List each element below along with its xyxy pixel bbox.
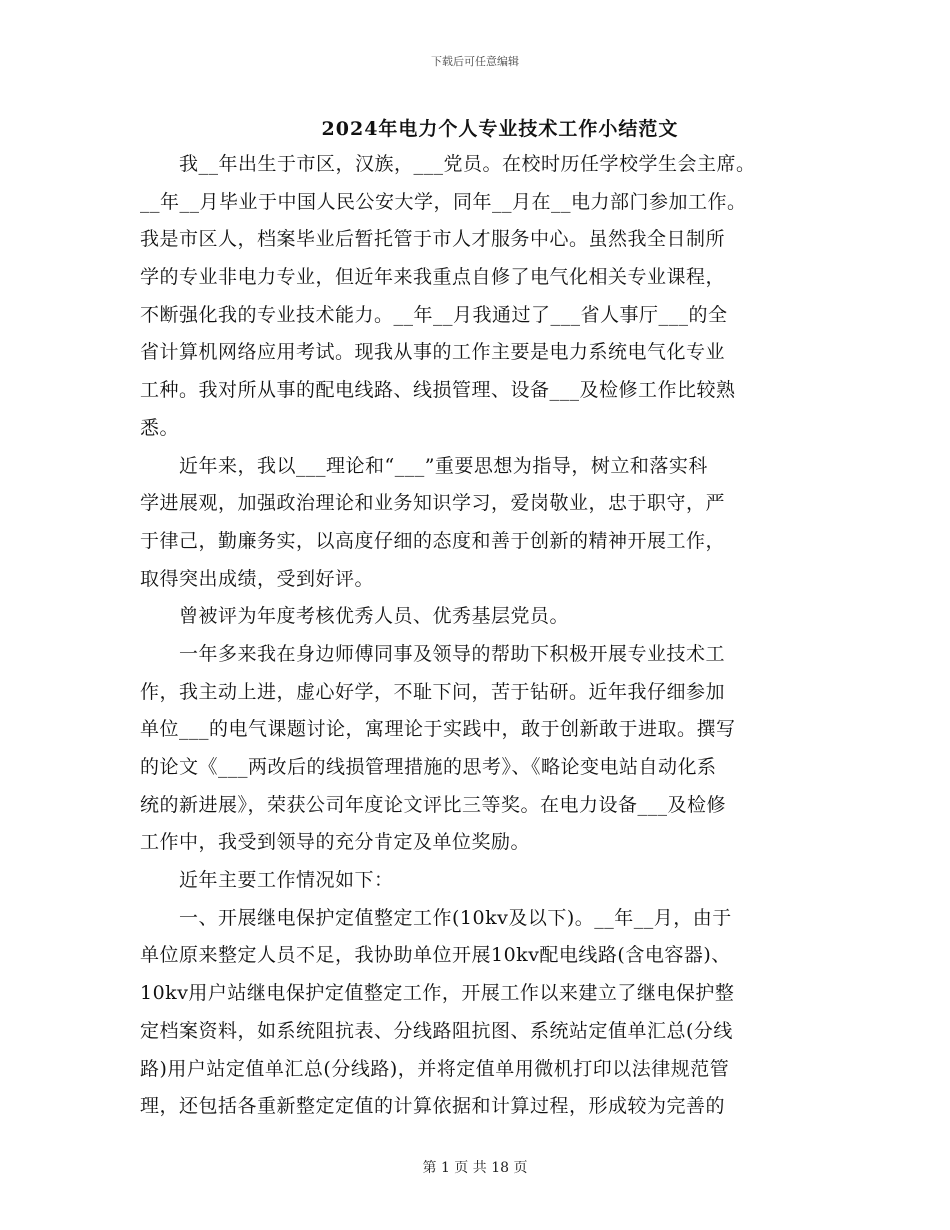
text-line: 悉。 [140,416,180,439]
text-line: 一、开展继电保护定值整定工作(10kv及以下)。__年__月，由于 [140,906,732,929]
text-line: 单位原来整定人员不足，我协助单位开展10kv配电线路(含电容器)、 [140,944,731,967]
text-line: 统的新进展》，荣获公司年度论文评比三等奖。在电力设备___及检修 [140,793,727,816]
document-body [140,146,820,1126]
text-line: 的论文《___两改后的线损管理措施的思考》、《略论变电站自动化系 [140,756,717,778]
text-line: 作，我主动上进，虚心好学，不耻下问，苦于钻研。近年我仔细参加 [140,680,726,703]
text-line: 我是市区人，档案毕业后暂托管于市人才服务中心。虽然我全日制所 [140,228,726,251]
text-line: 取得突出成绩，受到好评。 [140,567,375,590]
text-line: 省计算机网络应用考试。现我从事的工作主要是电力系统电气化专业 [140,341,726,364]
document-title: 2024年电力个人专业技术工作小结范文 [321,118,679,140]
text-line: 不断强化我的专业技术能力。__年__月我通过了___省人事厅___的全 [140,303,728,326]
text-line: 于律己，勤廉务实，以高度仔细的态度和善于创新的精神开展工作， [140,529,726,552]
text-line: 近年来，我以___理论和“___”重要思想为指导，树立和落实科 [140,454,708,477]
text-line: 曾被评为年度考核优秀人员、优秀基层党员。 [140,605,570,628]
text-line: 工作中，我受到领导的充分肯定及单位奖励。 [140,831,531,854]
text-line: 单位___的电气课题讨论，寓理论于实践中，敢于创新敢于进取。撰写 [140,718,736,741]
text-line: 学的专业非电力专业，但近年来我重点自修了电气化相关专业课程， [140,266,726,289]
page-number: 第 1 页 共 18 页 [422,1160,528,1176]
text-line: 近年主要工作情况如下： [140,869,394,892]
text-line: 路)用户站定值单汇总(分线路)，并将定值单用微机打印以法律规范管 [140,1057,730,1080]
text-line: 理，还包括各重新整定定值的计算依据和计算过程，形成较为完善的 [140,1095,726,1118]
text-line: 定档案资料，如系统阻抗表、分线路阻抗图、系统站定值单汇总(分线 [140,1019,733,1042]
text-line: __年__月毕业于中国人民公安大学，同年__月在__电力部门参加工作。 [140,190,747,213]
text-line: 10kv用户站继电保护定值整定工作，开展工作以来建立了继电保护整 [140,982,735,1005]
text-line: 工种。我对所从事的配电线路、线损管理、设备___及检修工作比较熟 [140,379,736,402]
text-line: 一年多来我在身边师傅同事及领导的帮助下积极开展专业技术工 [140,642,726,665]
text-line: 学进展观，加强政治理论和业务知识学习，爱岗敬业，忠于职守，严 [140,492,726,515]
download-note: 下载后可任意编辑 [431,55,519,68]
text-line: 我__年出生于市区，汉族，___党员。在校时历任学校学生会主席。 [140,153,756,175]
